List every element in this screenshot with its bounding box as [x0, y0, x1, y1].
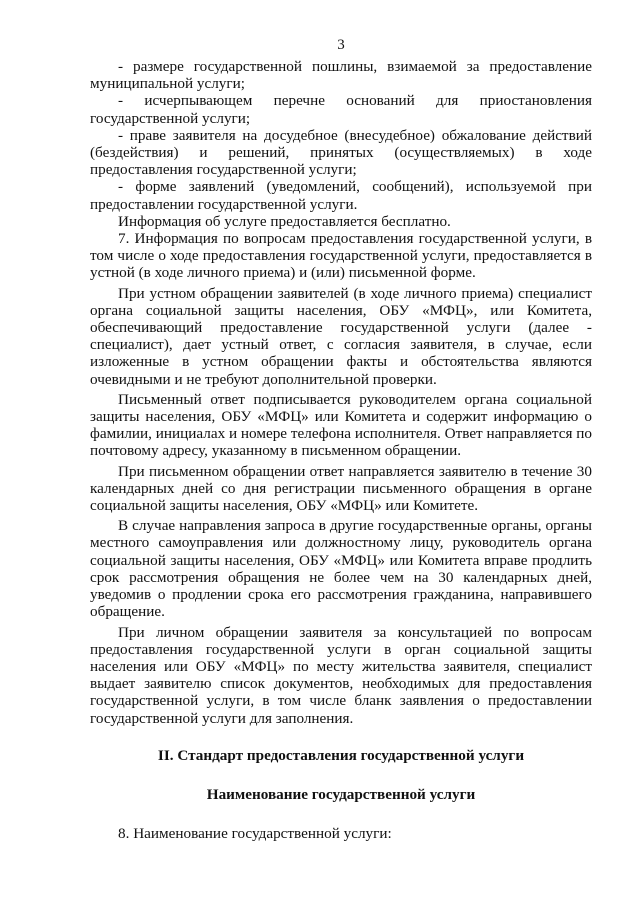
subsection-heading: Наименование государственной услуги: [206, 785, 476, 803]
paragraph-suspension-grounds: - исчерпывающем перечне оснований для приостановления государственной услуги;: [90, 92, 592, 127]
paragraph-personal-consultation: При личном обращении заявителя за консультацией по вопросам предоставления государственной услуги в орган социальной защиты населения или ОБУ «МФЦ» по месту жительства заявителя, специалист выдает заявителю список документов, необходимых для предоставления государственной услуги, в том числе бланк заявления о предоставлении государственной услуги для заполнения.: [90, 623, 592, 727]
paragraph-appeal-right: - праве заявителя на досудебное (внесудебное) обжалование действий (бездействия) и решений, принятых (осуществляемых) в ходе предоставления государственной услуги;: [90, 126, 592, 179]
paragraph-free-info: Информация об услуге предоставляется бесплатно.: [118, 212, 451, 230]
paragraph-application-form: - форме заявлений (уведомлений, сообщений), используемой при предоставлении государственной услуги.: [90, 178, 592, 213]
section-heading: II. Стандарт предоставления государственной услуги: [157, 746, 525, 764]
paragraph-oral-request: При устном обращении заявителей (в ходе личного приема) специалист органа социальной защиты населения, ОБУ «МФЦ», или Комитета, обеспечивающий предоставление государственной услуги (далее - специалист), дает устный ответ, с согласия заявителя, в случае, если изложенные в устном обращении факты и обстоятельства являются очевидными и не требуют дополнительной проверки.: [90, 284, 592, 388]
paragraph-item-8: 8. Наименование государственной услуги:: [118, 825, 392, 843]
paragraph-written-answer: Письменный ответ подписывается руководителем органа социальной защиты населения, ОБУ «МФЦ» или Комитета и содержит информацию о фамилии, инициалах и номере телефона исполнителя. Ответ направляется по почтовому адресу, указанному в письменном обращении.: [90, 390, 592, 460]
page-number: 3: [337, 37, 345, 53]
paragraph-request-extension: В случае направления запроса в другие государственные органы, органы местного самоуправления или должностному лицу, руководитель органа социальной защиты населения, ОБУ «МФЦ» или Комитета вправе продлить срок рассмотрения обращения не более чем на 30 календарных дней, уведомив о продлении срока его рассмотрения гражданина, направившего обращение.: [90, 517, 592, 621]
paragraph-written-request: При письменном обращении ответ направляется заявителю в течение 30 календарных дней со дня регистрации письменного обращения в органе социальной защиты населения, ОБУ «МФЦ» или Комитете.: [90, 462, 592, 515]
paragraph-item-7: 7. Информация по вопросам предоставления государственной услуги, в том числе о ходе предоставления государственной услуги, предоставляется в устной (в ходе личного приема) и (или) письменной форме.: [90, 230, 592, 282]
paragraph-state-fee: - размере государственной пошлины, взимаемой за предоставление муниципальной услуги;: [90, 58, 592, 93]
